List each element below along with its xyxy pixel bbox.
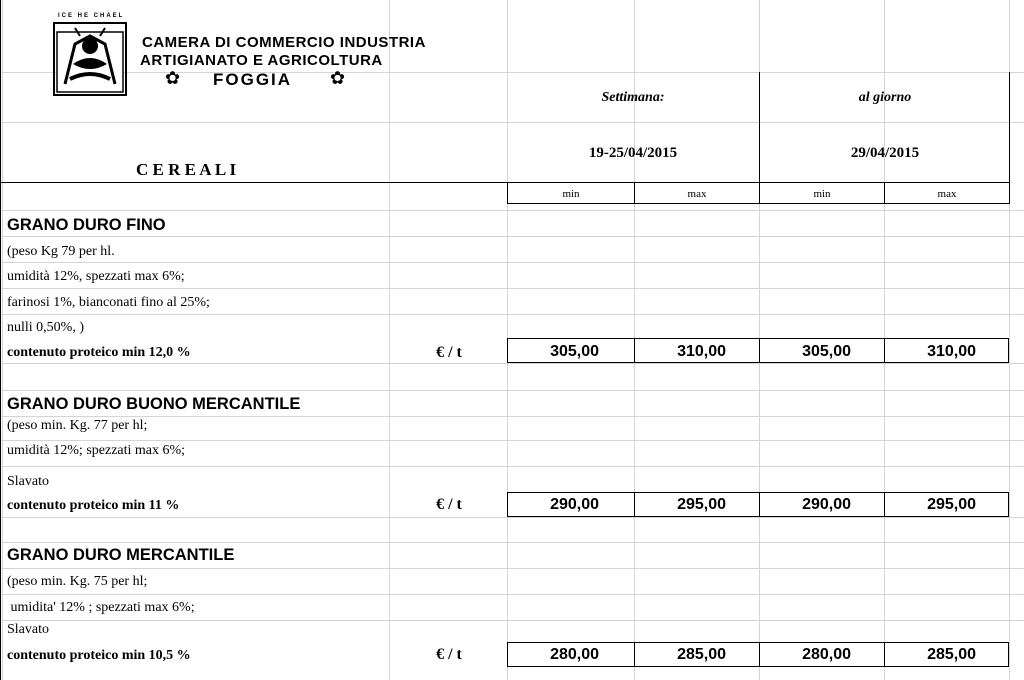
product-spec: (peso min. Kg. 75 per hl; [7, 574, 148, 589]
logo-line-2: ARTIGIANATO E AGRICOLTURA [140, 52, 383, 69]
grid-col-line [2, 0, 3, 680]
product-spec: umidità 12%; spezzati max 6%; [7, 443, 186, 458]
product-spec: umidità 12%, spezzati max 6%; [7, 269, 185, 284]
grid-row-line [0, 288, 1024, 289]
grid-row-line [0, 262, 1024, 263]
grid-row-line [0, 363, 1024, 364]
day-min-header: min [813, 188, 831, 200]
day-min-price: 305,00 [802, 343, 851, 360]
product-spec: (peso min. Kg. 77 per hl; [7, 418, 148, 433]
week-min-price: 305,00 [550, 343, 599, 360]
grid-row-line [0, 390, 1024, 391]
week-max-price: 285,00 [677, 646, 726, 663]
day-max-header: max [937, 188, 957, 200]
grid-row-line [0, 122, 1024, 123]
protein-content: contenuto proteico min 10,5 % [7, 648, 191, 663]
grid-row-line [0, 72, 1024, 73]
price-unit: € / t [436, 496, 462, 513]
section-title: C E R E A L I [136, 160, 237, 179]
grid-row-line [0, 542, 1024, 543]
grid-row-line [0, 440, 1024, 441]
product-spec: nulli 0,50%, ) [7, 320, 84, 335]
grid-row-line [0, 517, 1024, 518]
week-min-price: 280,00 [550, 646, 599, 663]
protein-content: contenuto proteico min 12,0 % [7, 345, 191, 360]
week-min-price: 290,00 [550, 496, 599, 513]
day-min-price: 280,00 [802, 646, 851, 663]
grid-row-line [0, 236, 1024, 237]
week-date: 19-25/04/2015 [588, 145, 678, 161]
week-min-header: min [562, 188, 580, 200]
price-unit: € / t [436, 646, 462, 663]
grid-row-line [0, 594, 1024, 595]
week-max-price: 310,00 [677, 343, 726, 360]
product-spec: farinosi 1%, bianconati fino al 25%; [7, 295, 210, 310]
product-spec: Slavato [7, 622, 49, 637]
day-max-price: 295,00 [927, 496, 976, 513]
flower-ornament-left: ✿ [165, 68, 181, 89]
grid-col-line [389, 0, 390, 680]
product-name: GRANO DURO FINO [7, 216, 166, 234]
day-min-price: 290,00 [802, 496, 851, 513]
day-header: al giorno [858, 90, 912, 105]
grid-row-line [0, 568, 1024, 569]
product-spec: umidita' 12% ; spezzati max 6%; [7, 600, 195, 615]
product-spec: Slavato [7, 474, 49, 489]
grid-row-line [0, 210, 1024, 211]
week-header: Settimana: [601, 90, 665, 105]
day-date: 29/04/2015 [850, 145, 920, 161]
emblem-icon [55, 24, 125, 94]
week-max-price: 295,00 [677, 496, 726, 513]
price-unit: € / t [436, 344, 462, 361]
product-name: GRANO DURO BUONO MERCANTILE [7, 395, 301, 413]
emblem-caption: ICE HE CHAEL [58, 13, 125, 19]
week-max-header: max [687, 188, 707, 200]
product-spec: (peso Kg 79 per hl. [7, 244, 115, 259]
day-max-price: 285,00 [927, 646, 976, 663]
grid-row-line [0, 466, 1024, 467]
day-max-price: 310,00 [927, 343, 976, 360]
product-name: GRANO DURO MERCANTILE [7, 546, 235, 564]
flower-ornament-right: ✿ [330, 68, 346, 89]
grid-row-line [0, 314, 1024, 315]
grid-row-line [0, 416, 1024, 417]
grid-row-line [0, 620, 1024, 621]
logo-line-3: FOGGIA [213, 70, 293, 89]
emblem-image [53, 22, 127, 96]
logo-line-1: CAMERA DI COMMERCIO INDUSTRIA [142, 34, 426, 51]
protein-content: contenuto proteico min 11 % [7, 498, 180, 513]
